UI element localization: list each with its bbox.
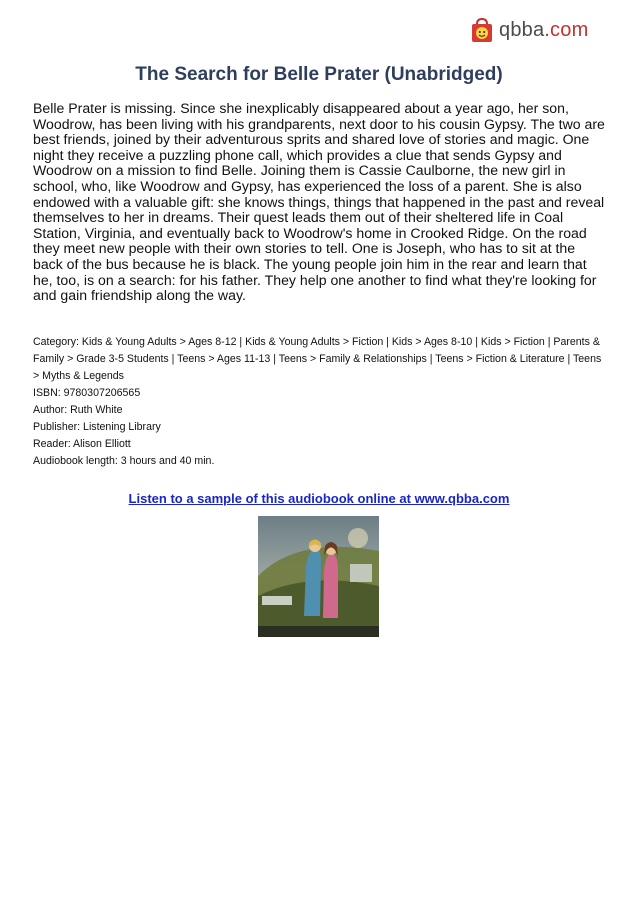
- qbba-logo[interactable]: [468, 10, 598, 50]
- length-line: Audiobook length: 3 hours and 40 min.: [33, 455, 215, 467]
- isbn-line: ISBN: 9780307206565: [33, 387, 141, 399]
- logo-text: qbba.com: [499, 18, 589, 41]
- book-cover-image[interactable]: [258, 516, 379, 637]
- publisher-line: Publisher: Listening Library: [33, 421, 161, 433]
- reader-line: Reader: Alison Elliott: [33, 438, 131, 450]
- book-description: Belle Prater is missing. Since she inexplicably disappeared about a year ago, her son, Woodrow, has been living with his grandparents, next door to his cousin Gypsy. The two are best friends, joined by their adventurous sprits and shared love of stories and magic. One night they receive a puzzling phone call, which provides a clue that sends Gypsy and Woodrow on a mission to find Belle. Joining them is Cassie Caulborne, the new girl in school, who, like Woodrow and Gypsy, has experienced the loss of a parent. She is also endowed with a valuable gift: she knows things, things that happened in the past and reveal themselves to her in dreams. Their quest leads them out of their sheltered life in Coal Station, Virginia, and eventually back to Woodrow's home in Crooked Ridge. On the road they meet new people with their own stories to tell. One is Joseph, who has to sit at the back of the bus because he is black. The young people join him in the rear and learn that he, too, is on a search: for his father. They help one another to find what they're looking for and gain friendship along the way.: [33, 100, 605, 304]
- page-title: The Search for Belle Prater (Unabridged): [135, 64, 503, 85]
- category-line: Category: Kids & Young Adults > Ages 8-12 | Kids & Young Adults > Fiction | Kids > Ages 8-10 | Kids > Fiction | Parents & Family > Grade 3-5 Students | Teens > Ages 11-13 | Teens > Family & Relationships | Teens > Fiction & Literature | Teens > Myths & Legends: [33, 336, 602, 382]
- author-line: Author: Ruth White: [33, 404, 123, 416]
- listen-sample-link[interactable]: Listen to a sample of this audiobook online at www.qbba.com: [128, 491, 510, 506]
- book-metadata: [33, 334, 608, 470]
- shopping-bag-icon: [468, 16, 496, 44]
